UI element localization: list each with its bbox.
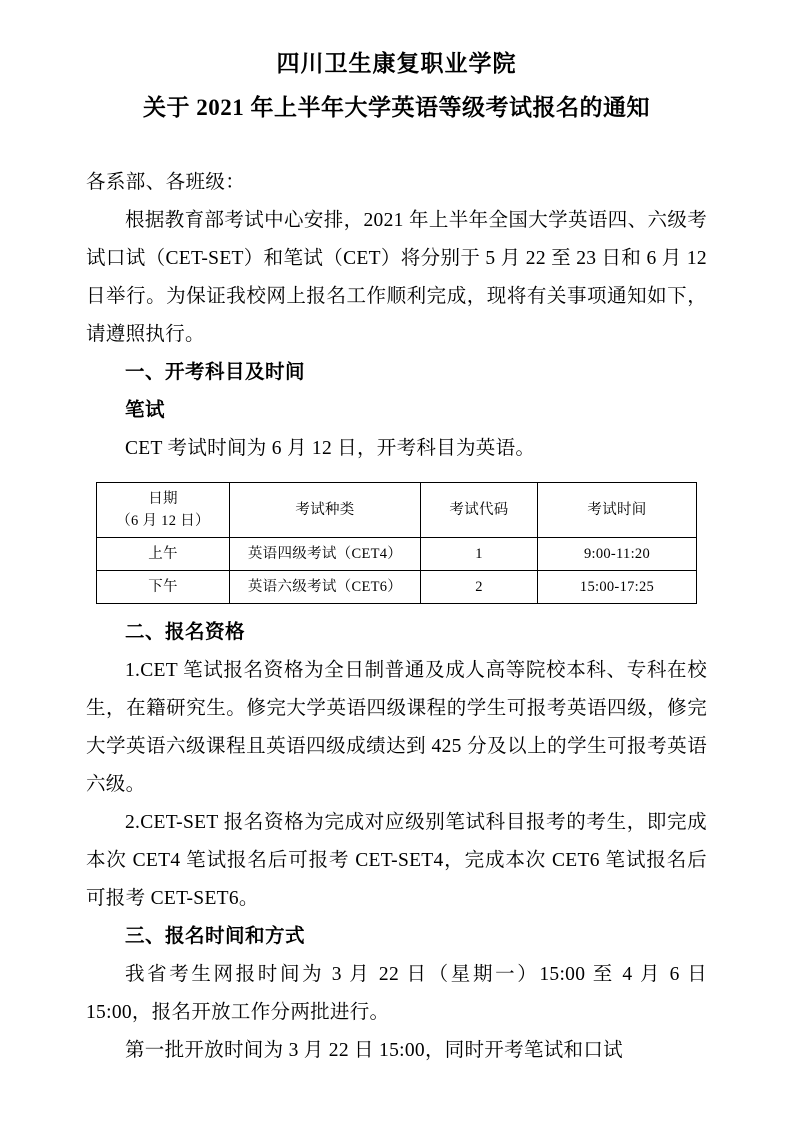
section-heading-1: 一、开考科目及时间 (125, 362, 306, 383)
section-subheading-written-exam: 笔试 (125, 400, 166, 421)
table-cell-type: 英语四级考试（CET4） (230, 538, 421, 571)
title-line-institution: 四川卫生康复职业学院 (276, 51, 517, 76)
table-header-date-line2: （6 月 12 日） (116, 513, 210, 529)
table-header-code: 考试代码 (421, 483, 538, 538)
section-1-paragraph-1: CET 考试时间为 6 月 12 日，开考科目为英语。 (125, 438, 536, 459)
document-title (86, 42, 707, 130)
exam-schedule-table (96, 482, 697, 604)
section-2-paragraph-1: 1.CET 笔试报名资格为全日制普通及成人高等院校本科、专科在校生，在籍研究生。修完大学英语四级课程的学生可报考英语四级，修完大学英语六级课程且英语四级成绩达到 425 分及以上的学生可报考英语六级。 (86, 660, 707, 795)
table-cell-code: 1 (421, 538, 538, 571)
table-header-time: 考试时间 (538, 483, 697, 538)
table-cell-date: 上午 (97, 538, 230, 571)
table-row (97, 571, 697, 604)
section-3-paragraph-1: 我省考生网报时间为 3 月 22 日（星期一）15:00 至 4 月 6 日 15:00，报名开放工作分两批进行。 (86, 964, 707, 1023)
table-header-type: 考试种类 (230, 483, 421, 538)
table-row (97, 538, 697, 571)
section-heading-3: 三、报名时间和方式 (125, 926, 306, 947)
table-header-date-line1: 日期 (148, 491, 178, 507)
section-2-paragraph-2: 2.CET-SET 报名资格为完成对应级别笔试科目报考的考生，即完成本次 CET4 笔试报名后可报考 CET-SET4，完成本次 CET6 笔试报名后可报考 CET-SET6。 (86, 812, 707, 909)
section-3-paragraph-2: 第一批开放时间为 3 月 22 日 15:00，同时开考笔试和口试 (125, 1040, 623, 1061)
title-line-subject: 关于 2021 年上半年大学英语等级考试报名的通知 (143, 95, 650, 120)
table-cell-code: 2 (421, 571, 538, 604)
table-header-row (97, 483, 697, 538)
salutation: 各系部、各班级： (86, 172, 246, 193)
table-cell-time: 15:00-17:25 (538, 571, 697, 604)
table-cell-date: 下午 (97, 571, 230, 604)
table-cell-type: 英语六级考试（CET6） (230, 571, 421, 604)
section-heading-2: 二、报名资格 (125, 622, 246, 643)
intro-paragraph: 根据教育部考试中心安排，2021 年上半年全国大学英语四、六级考试口试（CET-SET）和笔试（CET）将分别于 5 月 22 至 23 日和 6 月 12 日举行。为保证我校网上报名工作顺利完成，现将有关事项通知如下，请遵照执行。 (86, 210, 707, 345)
table-cell-time: 9:00-11:20 (538, 538, 697, 571)
table-header-date (97, 483, 230, 538)
